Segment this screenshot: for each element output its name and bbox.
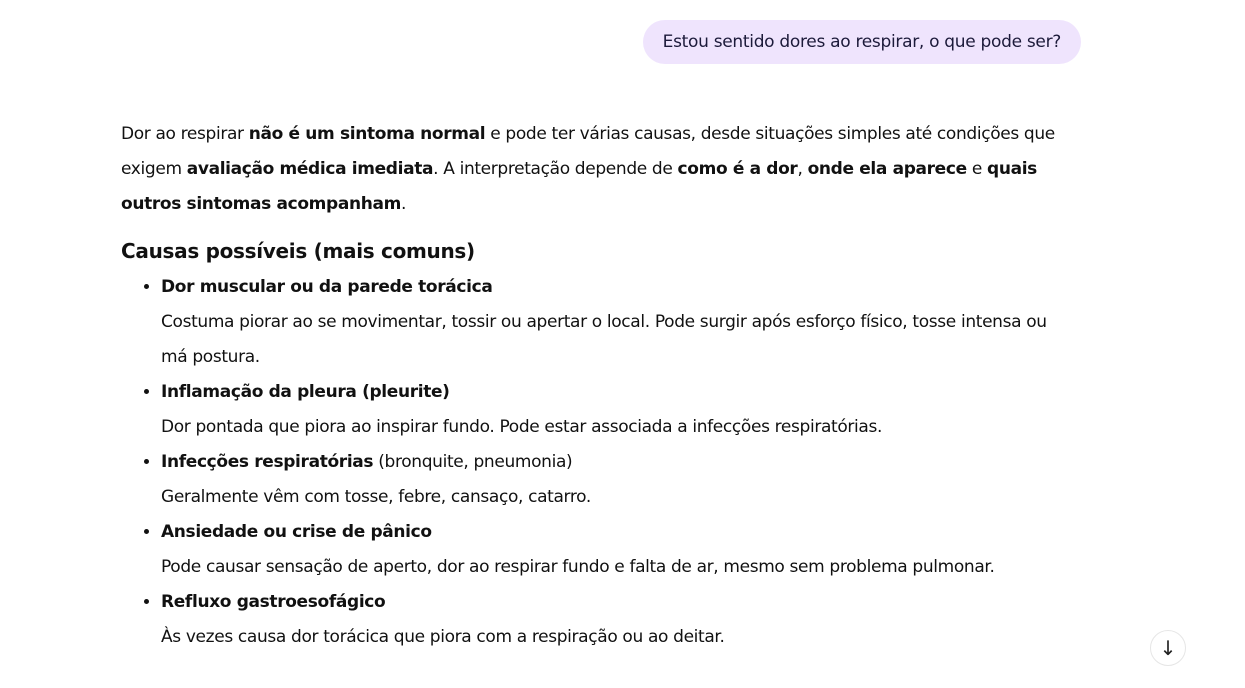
list-item	[161, 445, 1071, 515]
bold-text: não é um sintoma normal	[248, 124, 486, 144]
user-message-bubble: Estou sentido dores ao respirar, o que pode ser?	[643, 20, 1081, 64]
cause-title: Refluxo gastroesofágico	[161, 592, 386, 612]
arrow-down-icon: ↓	[1159, 636, 1177, 660]
bold-text: quais outros sintomas acompanham	[121, 159, 1037, 214]
intro-paragraph	[121, 117, 1071, 222]
cause-description: Geralmente vêm com tosse, febre, cansaço, catarro.	[161, 487, 591, 507]
list-item	[161, 515, 1071, 585]
cause-description: Dor pontada que piora ao inspirar fundo. Pode estar associada a infecções respiratórias.	[161, 417, 883, 437]
cause-description: Costuma piorar ao se movimentar, tossir ou apertar o local. Pode surgir após esforço físico, tosse intensa ou má postura.	[161, 312, 1047, 367]
cause-title: Infecções respiratórias	[161, 452, 374, 472]
text: e	[966, 159, 987, 179]
text: . A interpretação depende de	[433, 159, 678, 179]
text: ,	[797, 159, 808, 179]
list-item	[161, 585, 1071, 655]
cause-extra: (bronquite, pneumonia)	[373, 452, 573, 472]
bold-text: como é a dor	[677, 159, 798, 179]
text: Dor ao respirar	[121, 124, 249, 144]
text: .	[400, 194, 407, 214]
scroll-to-bottom-button[interactable]	[1150, 630, 1186, 666]
cause-description: Às vezes causa dor torácica que piora com a respiração ou ao deitar.	[161, 627, 725, 647]
text: e pode ter várias causas, desde situações simples até condições que exigem	[121, 124, 1055, 179]
bold-text: avaliação médica imediata	[186, 159, 434, 179]
list-item	[161, 270, 1071, 375]
cause-title: Dor muscular ou da parede torácica	[161, 277, 493, 297]
assistant-response	[121, 117, 1071, 655]
bold-text: onde ela aparece	[807, 159, 967, 179]
causes-list	[121, 270, 1071, 655]
cause-title: Ansiedade ou crise de pânico	[161, 522, 432, 542]
cause-title: Inflamação da pleura (pleurite)	[161, 382, 450, 402]
list-item	[161, 375, 1071, 445]
cause-description: Pode causar sensação de aperto, dor ao respirar fundo e falta de ar, mesmo sem problema pulmonar.	[161, 557, 995, 577]
section-heading: Causas possíveis (mais comuns)	[121, 239, 475, 263]
